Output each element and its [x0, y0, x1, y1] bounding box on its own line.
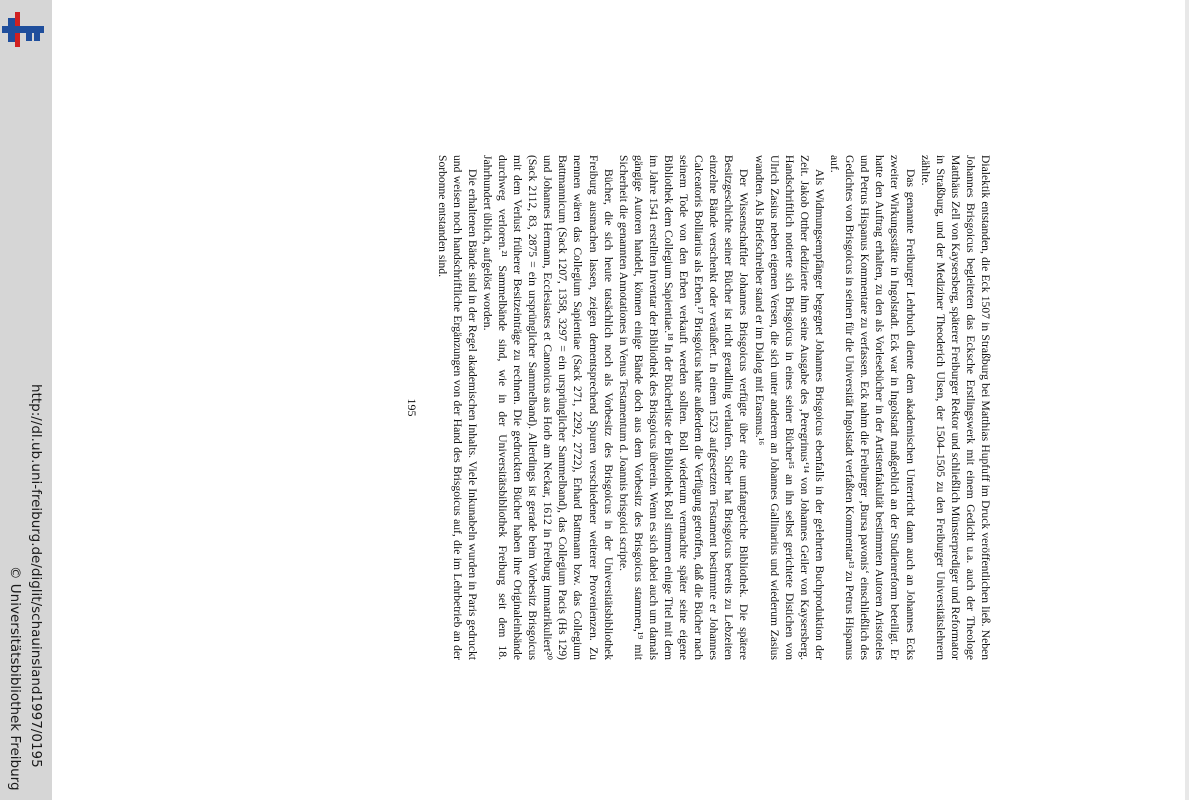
paragraph: Die erhaltenen Bände sind in der Regel akademischen Inhalts. Viele Inkunabeln wurden in Paris gedruckt und weisen noch handschriftliche Ergänzungen von der Hand des Brisgoicus auf, die im Lehrbetrieb an der Sorbonne entstanden sind.: [435, 155, 479, 660]
paragraph: Das genannte Freiburger Lehrbuch diente dem akademischen Unterricht dann auch an Johannes Ecks zweiter Wirkungsstätte in Ingolstadt. Eck war in Ingolstadt maßgeblich an der Studienreform beteiligt. Er hatte den Auftrag erhalten, zu den als Vorlesebücher in der Artistenfakultät bestimmten Autoren Aristoteles und Petrus Hispanus Kommentare zu verfassen. Eck nahm die Freiburger ‚Bursa pavonis‘ einschließlich des Gedichtes von Brisgoicus in seinen für die Universität Ingolstadt verfaßten Kommentar¹³ zu Petrus Hispanus auf.: [828, 155, 917, 660]
attribution-sidebar: [0, 0, 52, 800]
paragraph: Dialektik entstanden, die Eck 1507 in Straßburg bei Matthias Hupfuff im Druck veröffentlichen ließ. Neben Johannes Brisgoicus begleiteten das Ecksche Erstlingswerk mit einem Gedicht u.a. auch der Theologe Matthäus Zell von Kaysersberg, späterer Freiburger Rektor und schließlich Münsterprediger und Reformator in Straßburg, und der Mediziner Theoderich Ulsen, der 1504–1505 zu den Freiburger Universitätslehrern zählte.: [918, 155, 992, 660]
viewer-scroll-edge: [1185, 0, 1189, 800]
page-number: 195: [404, 398, 419, 417]
paragraph: Der Wissenschaftler Johannes Brisgoicus verfügte über eine umfangreiche Bibliothek. Die spätere Besitzgeschichte seiner Bücher ist nicht geradlinig verlaufen. Sicher hat Brisgoicus bereits zu Lebzeiten einzelne Bände verschenkt oder veräußert. In einem 1523 aufgesetzten Testament bestimmte er Johannes Calceatoris Bolliarius als Erben.¹⁷ Brisgoicus hatte außerdem die Verfügung getroffen, daß die Bücher nach seinem Tode von den Erben verkauft werden sollten. Boll wiederum vermachte später seine eigene Bibliothek dem Collegium Sapientiae.¹⁸ In der Bücherliste der Bibliothek Boll stimmen einige Titel mit dem im Jahre 1541 erstellten Inventar der Bibliothek des Brisgoicus überein. Wenn es sich dabei auch um damals gängige Autoren handelt, können einige Bände doch aus dem Vorbesitz des Brisgoicus stammen,¹⁹ mit Sicherheit die genannten Annotationes in Venus Testamentum d. Joannis brisgoici scripte.: [616, 155, 751, 660]
scanned-page-area: [280, 155, 993, 660]
document-url[interactable]: http://dl.ub.uni-freiburg.de/diglit/schauinsland1997/0195: [28, 384, 44, 768]
paragraph: Als Widmungsempfänger begegnet Johannes Brisgoicus ebenfalls in der gelehrten Buchproduktion der Zeit. Jakob Otther dedizierte ihm seine Ausgabe des ‚Peregrinus‘¹⁴ von Johannes Geiler von Kaysersberg. Handschriftlich notierte sich Brisgoicus in eines seiner Bücher¹⁵ an ihn selbst gerichtete Distichen von Ulrich Zasius neben eigenen Versen, die sich unter anderem an Johannes Gallinarius und wiederum Zasius wandten. Als Briefschreiber stand er im Dialog mit Erasmus.¹⁶: [752, 155, 826, 660]
university-library-logo: [2, 12, 44, 50]
paragraph: Bücher, die sich heute tatsächlich noch als Vorbesitz des Brisgoicus in der Universitätsbibliothek Freiburg ausmachen lassen, zeigen dementsprechend Spuren verschiedener weiterer Provenienzen. Zu nennen wären das Collegium Sapientiae (Sack 271, 2292, 2722), Erhard Battmann bzw. das Collegium Battmannicum (Sack 1207, 1358, 3297 = ein ursprünglicher Sammelband), das Collegium Pacis (Hs 129) und Johannes Hermann, Ecclesiastes et Canonicus aus Horb am Neckar, 1612 in Freiburg immatrikuliert²⁰ (Sack 2112, 83, 2875 = ein ursprünglicher Sammelband). Allerdings ist gerade beim Vorbesitz Brisgoicus mit dem Verlust früherer Besitzeinträge zu rechnen. Die gedruckten Bücher haben ihre Originaleinbände durchweg verloren.²¹ Sammelbände sind, wie in der Universitätsbibliothek Freiburg seit dem 18. Jahrhundert üblich, aufgelöst worden.: [480, 155, 615, 660]
copyright-notice: © Universitätsbibliothek Freiburg: [7, 566, 23, 791]
book-page-text: [280, 155, 993, 660]
